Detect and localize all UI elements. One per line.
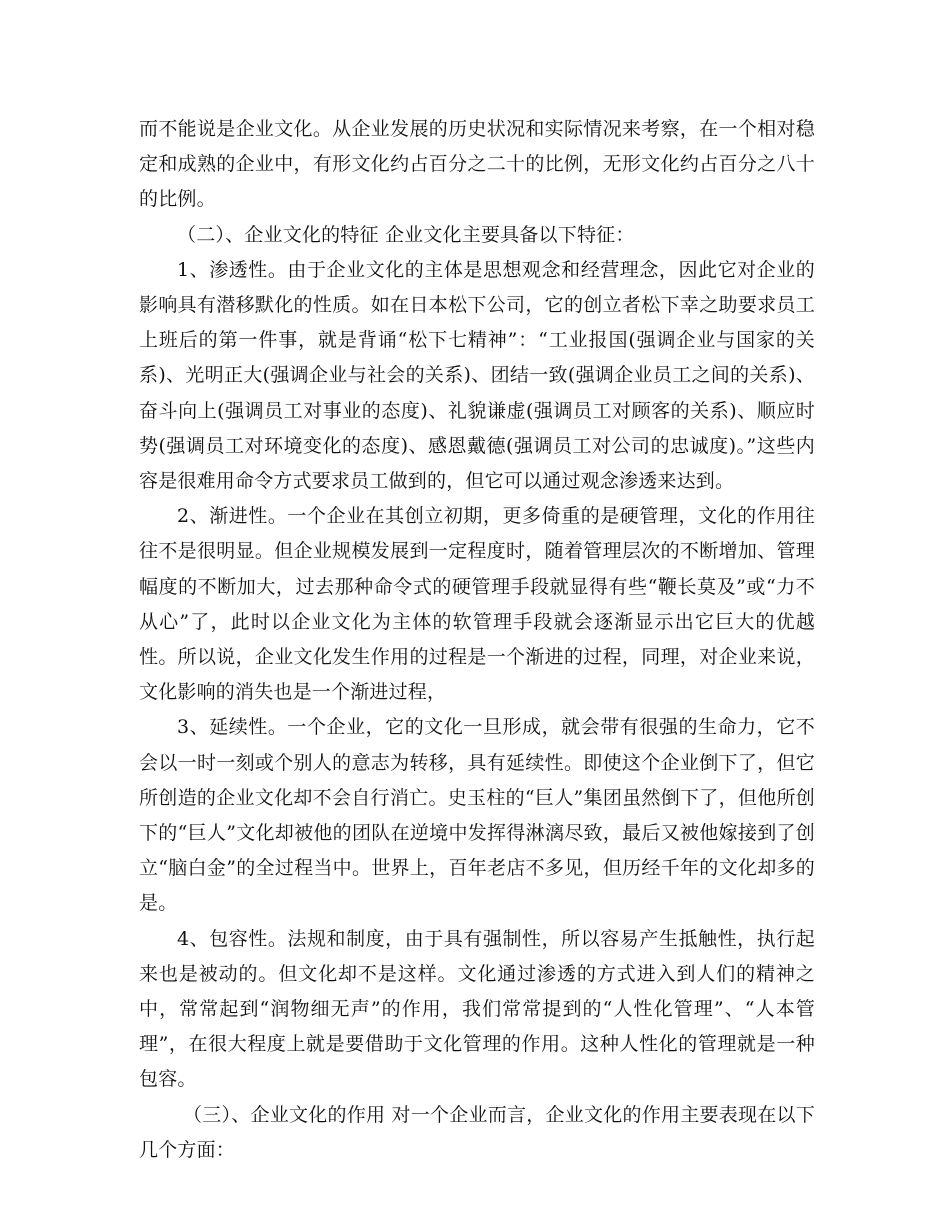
paragraph-inclusiveness: 4、包容性。法规和制度，由于具有强制性，所以容易产生抵触性，执行起来也是被动的。但文化却不是这样。文化通过渗透的方式进入到人们的精神之中，常常起到“润物细无声”的作用，我们常常提到的“人性化管理”、“人本管理”，在很大程度上就是要借助于文化管理的作用。这种人性化的管理就是一种包容。 (139, 927, 815, 1091)
heading-culture-characteristics: （二）、企业文化的特征 企业文化主要具备以下特征： (177, 223, 635, 246)
paragraph-intangible-culture-ratio: 而不能说是企业文化。从企业发展的历史状况和实际情况来考察，在一个相对稳定和成熟的企业中，有形文化约占百分之二十的比例，无形文化约占百分之八十的比例。 (139, 118, 815, 211)
paragraph-permeability: 1、渗透性。由于企业文化的主体是思想观念和经营理念，因此它对企业的影响具有潜移默化的性质。如在日本松下公司，它的创立者松下幸之助要求员工上班后的第一件事，就是背诵“松下七精神”：“工业报国(强调企业与国家的关系)、光明正大(强调企业与社会的关系)、团结一致(强调企业员工之间的关系)、奋斗向上(强调员工对事业的态度)、礼貌谦虚(强调员工对顾客的关系)、顺应时势(强调员工对环境变化的态度)、感恩戴德(强调员工对公司的忠诚度)。”这些内容是很难用命令方式要求员工做到的，但它可以通过观念渗透来达到。 (139, 258, 815, 493)
paragraph-continuity: 3、延续性。一个企业，它的文化一旦形成，就会带有很强的生命力，它不会以一时一刻或个别人的意志为转移，具有延续性。即使这个企业倒下了，但它所创造的企业文化却不会自行消亡。史玉柱的“巨人”集团虽然倒下了，但他所创下的“巨人”文化却被他的团队在逆境中发挥得淋漓尽致，最后又被他嫁接到了创立“脑白金”的全过程当中。世界上，百年老店不多见，但历经千年的文化却多的是。 (139, 716, 815, 915)
paragraph-gradualness: 2、渐进性。一个企业在其创立初期，更多倚重的是硬管理，文化的作用往往不是很明显。但企业规模发展到一定程度时，随着管理层次的不断增加、管理幅度的不断加大，过去那种命令式的硬管理手段就显得有些“鞭长莫及”或“力不从心”了，此时以企业文化为主体的软管理手段就会逐渐显示出它巨大的优越性。所以说，企业文化发生作用的过程是一个渐进的过程，同理，对企业来说，文化影响的消失也是一个渐进过程， (139, 505, 815, 704)
heading-culture-functions: （三）、企业文化的作用 对一个企业而言，企业文化的作用主要表现在以下几个方面： (139, 1103, 815, 1161)
document-body (139, 112, 815, 1168)
